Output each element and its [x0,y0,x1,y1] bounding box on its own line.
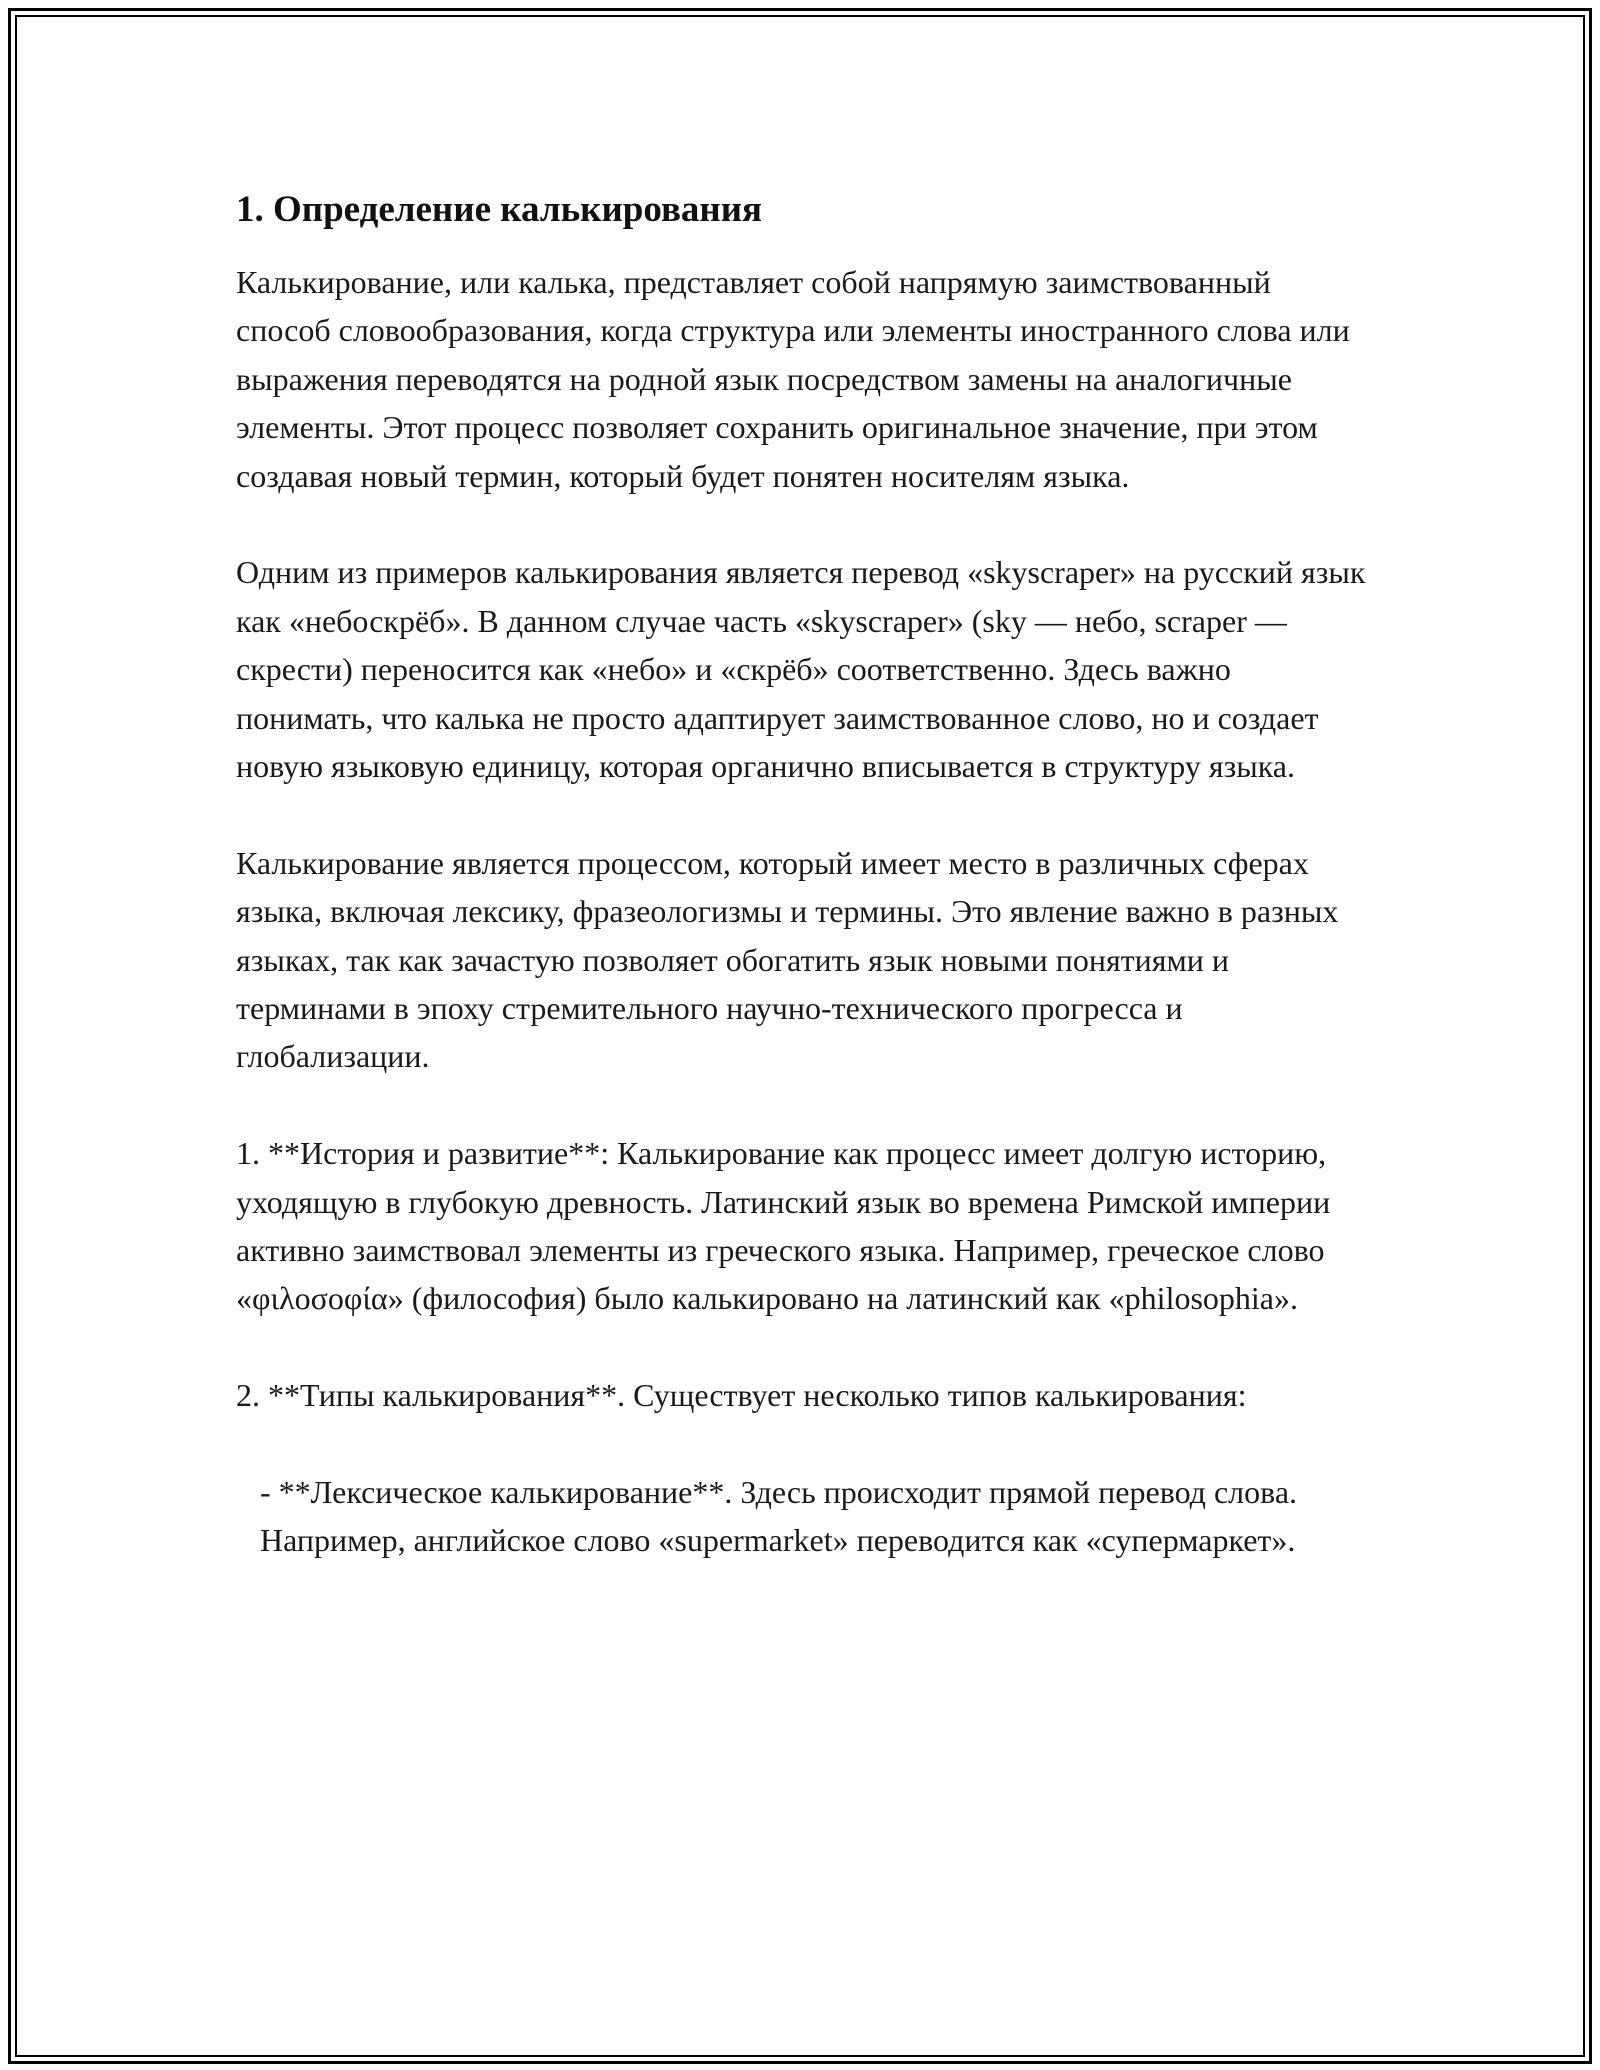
paragraph-spheres: Калькирование является процессом, который имеет место в различных сферах языка, включая лексику, фразеологизмы и термины. Это явление важно в разных языках, так как зачастую позволяет обогатить язык новыми понятиями и терминами в эпоху стремительного научно-технического прогресса и глобализации. [236,844,1339,1075]
document-body [236,186,1366,1565]
paragraph-definition: Калькирование, или калька, представляет собой напрямую заимствованный способ словообразования, когда структура или элементы иностранного слова или выражения переводятся на родной язык посредством замены на аналогичные элементы. Этот процесс позволяет сохранить оригинальное значение, при этом создавая новый термин, который будет понятен носителям языка. [236,264,1350,494]
section-heading: 1. Определение калькирования [236,189,763,230]
paragraph-history: 1. **История и развитие**: Калькирование как процесс имеет долгую историю, уходящую в глубокую древность. Латинский язык во времена Римской империи активно заимствовал элементы из греческого языка. Например, греческое слово «φιλοσοφία» (философия) было калькировано на латинский как «philosophia». [236,1135,1331,1317]
paragraph-lexical-calque: - **Лексическое калькирование**. Здесь происходит прямой перевод слова. Например, английское слово «supermarket» переводится как «супермаркет». [260,1474,1298,1559]
paragraph-types: 2. **Типы калькирования**. Существует несколько типов калькирования: [236,1377,1247,1414]
paragraph-example: Одним из примеров калькирования является перевод «skyscraper» на русский язык как «небоскрёб». В данном случае часть «skyscraper» (sky — небо, scraper — скрести) переносится как «небо» и «скрёб» соответственно. Здесь важно понимать, что калька не просто адаптирует заимствованное слово, но и создает новую языковую единицу, которая органично вписывается в структуру языка. [236,554,1366,785]
